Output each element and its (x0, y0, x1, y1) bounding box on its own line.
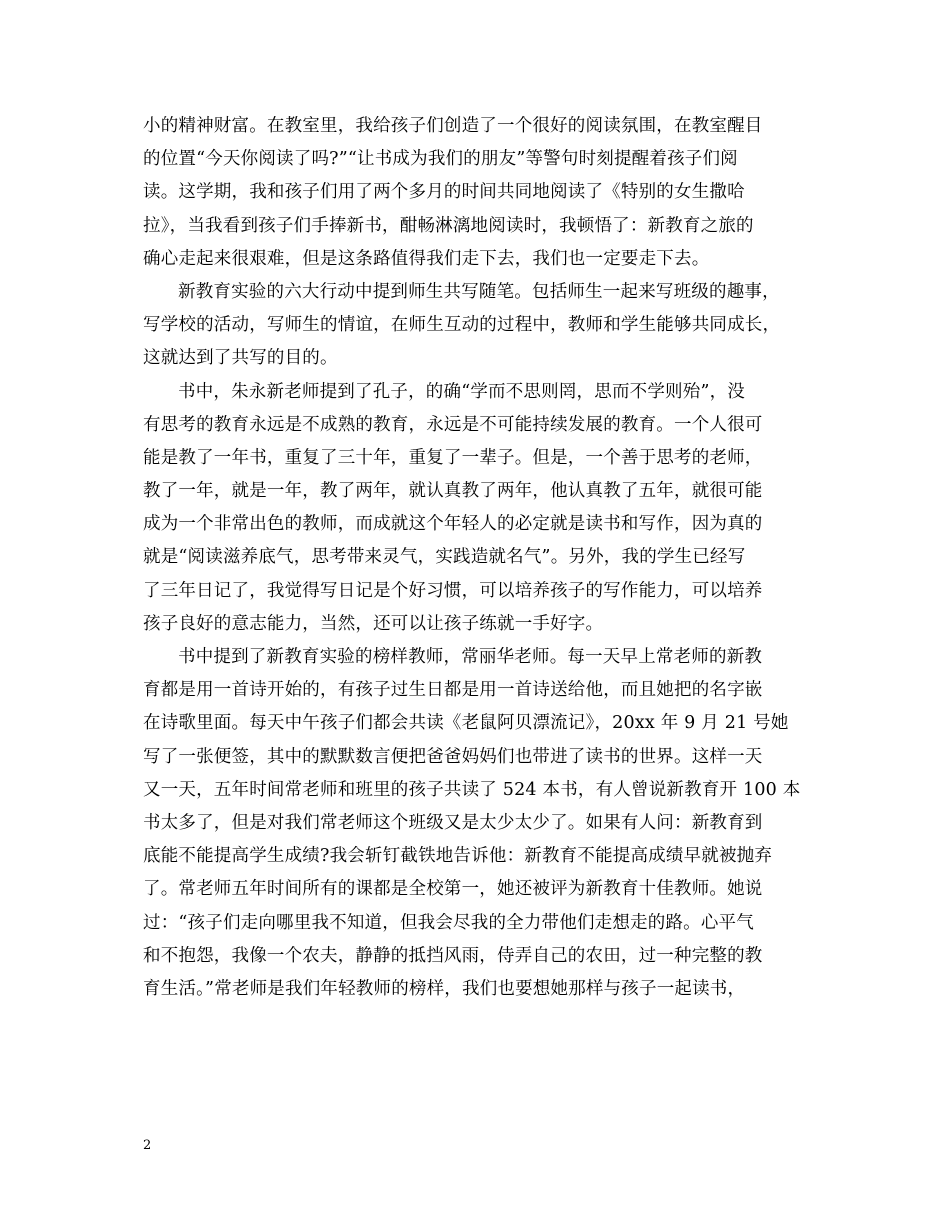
text-line: 育都是用一首诗开始的，有孩子过生日都是用一首诗送给他，而且她把的名字嵌 (143, 680, 763, 701)
text-line: 能是教了一年书，重复了三十年，重复了一辈子。但是，一个善于思考的老师， (143, 447, 763, 468)
text-line: 书中，朱永新老师提到了孔子，的确“学而不思则罔，思而不学则殆”，没 (178, 381, 745, 402)
text-line: 孩子良好的意志能力，当然，还可以让孩子练就一手好字。 (143, 613, 604, 634)
text-line: 成为一个非常出色的教师，而成就这个年轻人的必定就是读书和写作，因为真的 (143, 514, 763, 535)
text-line: 就是“阅读滋养底气，思考带来灵气，实践造就名气”。另外，我的学生已经写 (143, 547, 746, 568)
text-line: 拉》，当我看到孩子们手捧新书，酣畅淋漓地阅读时，我顿悟了：新教育之旅的 (143, 215, 754, 236)
text-line: 教了一年，就是一年，教了两年，就认真教了两年，他认真教了五年，就很可能 (143, 481, 763, 502)
paragraph (143, 376, 808, 642)
text-line: 书太多了，但是对我们常老师这个班级又是太少太少了。如果有人问：新教育到 (143, 812, 763, 833)
text-line: 在诗歌里面。每天中午孩子们都会共读《老鼠阿贝漂流记》，20xx 年 9 月 21 号她 (143, 713, 789, 734)
text-line: 这就达到了共写的目的。 (143, 348, 338, 369)
paragraph (143, 641, 808, 1006)
text-line: 有思考的教育永远是不成熟的教育，永远是不可能持续发展的教育。一个人很可 (143, 414, 763, 435)
text-line: 的位置“今天你阅读了吗?”“让书成为我们的朋友”等警句时刻提醒着孩子们阅 (143, 149, 738, 170)
text-line: 了三年日记了，我觉得写日记是个好习惯，可以培养孩子的写作能力，可以培养 (143, 580, 763, 601)
page-number: 2 (143, 1138, 152, 1153)
text-line: 小的精神财富。在教室里，我给孩子们创造了一个很好的阅读氛围，在教室醒目 (143, 116, 763, 136)
paragraph (143, 110, 808, 276)
text-line: 过：“孩子们走向哪里我不知道，但我会尽我的全力带他们走想走的路。心平气 (143, 912, 754, 933)
text-line: 了。常老师五年时间所有的课都是全校第一，她还被评为新教育十佳教师。她说 (143, 879, 763, 900)
text-line: 底能不能提高学生成绩?我会斩钉截铁地告诉他：新教育不能提高成绩早就被抛弃 (143, 846, 773, 867)
text-line: 育生活。”常老师是我们年轻教师的榜样，我们也要想她那样与孩子一起读书， (143, 978, 746, 999)
text-line: 又一天，五年时间常老师和班里的孩子共读了 524 本书，有人曾说新教育开 100 本 (143, 779, 801, 800)
paragraph (143, 276, 808, 376)
text-line: 写学校的活动，写师生的情谊，在师生互动的过程中，教师和学生能够共同成长， (143, 315, 781, 336)
document-body (143, 110, 808, 1006)
text-line: 书中提到了新教育实验的榜样教师，常丽华老师。每一天早上常老师的新教 (178, 647, 763, 667)
text-line: 新教育实验的六大行动中提到师生共写随笔。包括师生一起来写班级的趣事， (178, 281, 780, 302)
text-line: 读。这学期，我和孩子们用了两个多月的时间共同地阅读了《特别的女生撒哈 (143, 182, 745, 203)
text-line: 写了一张便签，其中的默默数言便把爸爸妈妈们也带进了读书的世界。这样一天 (143, 746, 763, 767)
text-line: 和不抱怨，我像一个农夫，静静的抵挡风雨，侍弄自己的农田，过一种完整的教 (143, 945, 763, 966)
text-line: 确心走起来很艰难，但是这条路值得我们走下去，我们也一定要走下去。 (143, 248, 710, 269)
